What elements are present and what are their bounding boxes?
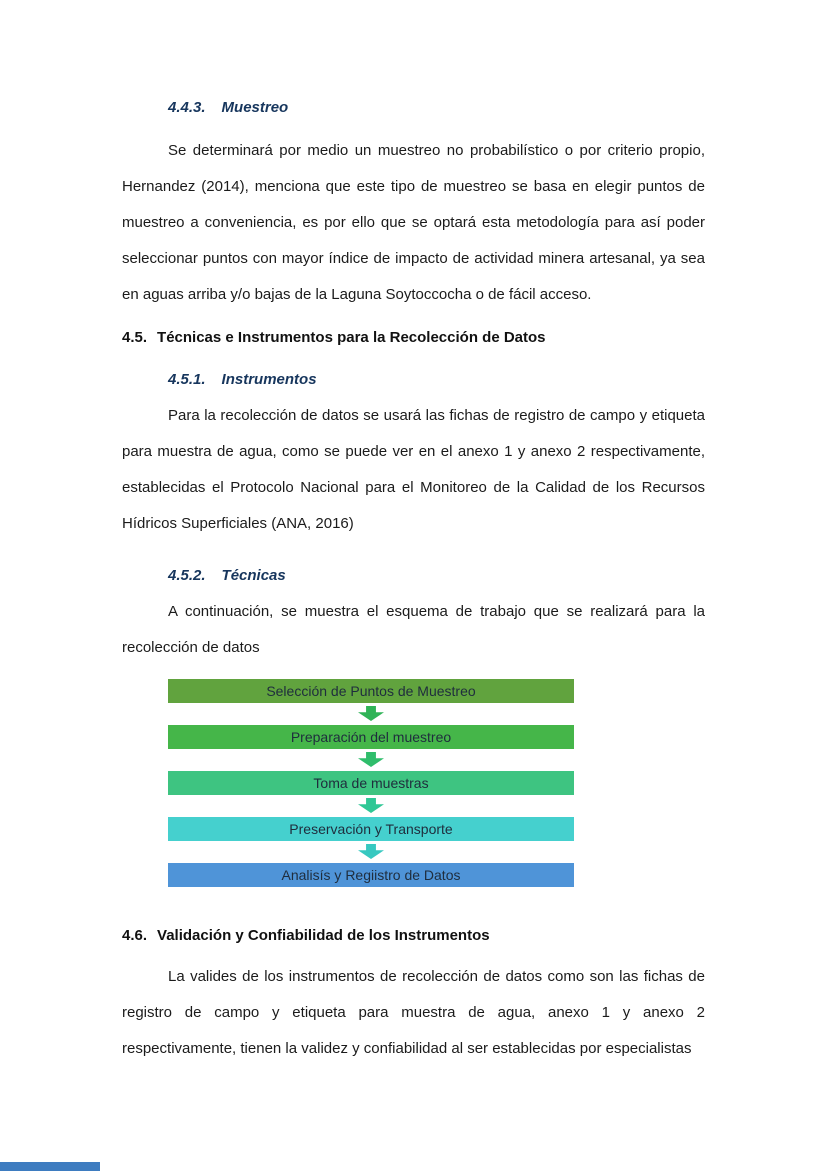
heading-title: Muestreo: [221, 99, 289, 116]
paragraph-muestreo: Se determinará por medio un muestreo no probabilístico o por criterio propio, Hernandez (2014), menciona que este tipo de muestreo se basa en elegir puntos de muestreo a conveniencia, es por ello que se optará esta metodología para así poder seleccionar puntos con mayor índice de impacto de actividad minera artesanal, ya sea en aguas arriba y/o bajas de la Laguna Soytoccocha o de fácil acceso.: [122, 142, 705, 303]
flowchart-step-label: Preservación y Transporte: [289, 821, 453, 837]
heading-4-5-1: [168, 362, 705, 398]
heading-number: 4.4.3.: [168, 99, 206, 116]
heading-number: 4.5.2.: [168, 567, 206, 584]
arrow-down-icon: [358, 752, 384, 767]
heading-4-6: [122, 918, 705, 954]
flowchart-step-label: Preparación del muestreo: [290, 729, 452, 745]
heading-title: Validación y Confiabilidad de los Instrumentos: [157, 927, 490, 944]
flowchart-step-preparacion: [168, 725, 574, 749]
heading-number: 4.5.: [122, 329, 148, 346]
flowchart-step-label: Toma de muestras: [313, 775, 429, 791]
arrow-down-icon: [358, 844, 384, 859]
heading-title: Instrumentos: [221, 371, 317, 388]
heading-title: Técnicas: [221, 567, 286, 584]
heading-number: 4.5.1.: [168, 371, 206, 388]
flowchart-step-label: Selección de Puntos de Muestreo: [266, 683, 476, 699]
flowchart-step-analisis: [168, 863, 574, 887]
flowchart-step-label: Analisís y Regiistro de Datos: [281, 867, 461, 883]
heading-4-5-2: [168, 558, 705, 594]
paragraph-validacion: La valides de los instrumentos de recolección de datos como son las fichas de registro de campo y etiqueta para muestra de agua, anexo 1 y anexo 2 respectivamente, tienen la validez y confiabilidad al ser establecidas por especialistas: [122, 968, 705, 1057]
heading-4-5: [122, 320, 705, 356]
arrow-down-icon: [358, 706, 384, 721]
paragraph-tecnicas: A continuación, se muestra el esquema de trabajo que se realizará para la recolección de datos: [122, 603, 705, 656]
flowchart-step-seleccion: [168, 679, 574, 703]
next-page-blue-bar: [0, 1162, 100, 1171]
flowchart-esquema-trabajo: [168, 679, 574, 887]
heading-4-4-3: [168, 90, 705, 126]
arrow-down-icon: [358, 798, 384, 813]
flowchart-step-preservacion: [168, 817, 574, 841]
flowchart-step-toma: [168, 771, 574, 795]
heading-number: 4.6.: [122, 927, 148, 944]
heading-title: Técnicas e Instrumentos para la Recolección de Datos: [157, 329, 546, 346]
paragraph-instrumentos: Para la recolección de datos se usará las fichas de registro de campo y etiqueta para muestra de agua, como se puede ver en el anexo 1 y anexo 2 respectivamente, establecidas el Protocolo Nacional para el Monitoreo de la Calidad de los Recursos Hídricos Superficiales (ANA, 2016): [122, 407, 705, 532]
